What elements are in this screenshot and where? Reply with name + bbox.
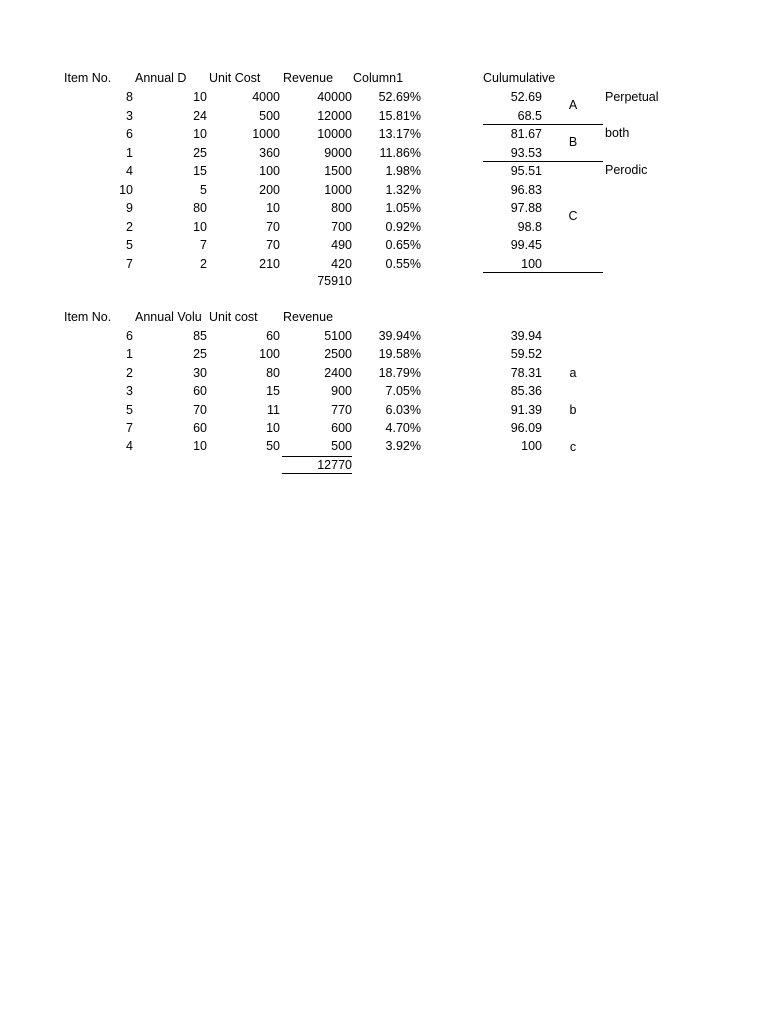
t1-revenue-total: 75910 [317, 274, 352, 288]
t1-cell-revenue: 490 [331, 238, 352, 252]
t1-class-divider-b-c [483, 161, 603, 162]
t1-cell-cum: 98.8 [517, 219, 542, 234]
t1-cell-cum: 100 [521, 256, 542, 271]
t1-cell-revenue: 420 [331, 256, 352, 271]
t2-cell-revenue: 600 [331, 421, 352, 435]
t1-cell-cum: 95.51 [510, 164, 542, 178]
t2-cell-unit_cost: 15 [266, 384, 280, 399]
t1-header-item: Item No. [64, 71, 112, 85]
t2-cell-pct: 6.03% [385, 402, 421, 417]
t1-cell-cum: 81.67 [510, 127, 542, 141]
t1-cell-unit_cost: 500 [259, 108, 280, 123]
t1-cell-item: 10 [119, 182, 133, 197]
t1-cell-item: 4 [126, 164, 133, 178]
t1-cell-item: 6 [126, 127, 133, 141]
t2-header-revenue: Revenue [283, 310, 334, 324]
t1-cell-revenue: 1000 [324, 182, 352, 197]
t1-header-revenue: Revenue [283, 71, 334, 85]
t1-cell-item: 3 [126, 108, 133, 123]
t2-cell-item: 4 [126, 439, 133, 454]
t2-cell-item: 3 [126, 384, 133, 399]
t1-cell-pct: 0.92% [385, 219, 421, 234]
t2-cell-unit_cost: 10 [266, 421, 280, 435]
t2-cell-pct: 7.05% [385, 384, 421, 399]
t1-cell-unit_cost: 70 [266, 219, 280, 234]
t1-cell-pct: 13.17% [378, 127, 421, 141]
t1-class-c: C [568, 209, 578, 223]
t1-policy-perpetual: Perpetual [605, 90, 659, 104]
t2-cell-revenue: 770 [331, 402, 352, 417]
t2-total-top-line [282, 456, 352, 457]
t1-cell-cum: 52.69 [510, 90, 542, 104]
t2-cell-item: 5 [126, 402, 133, 417]
t2-cell-revenue: 500 [331, 439, 352, 454]
t1-cell-unit_cost: 100 [259, 164, 280, 178]
t2-cell-cum: 39.94 [510, 329, 542, 343]
t1-cell-unit_cost: 70 [266, 238, 280, 252]
t1-cell-unit_cost: 360 [259, 145, 280, 160]
t2-cell-item: 7 [126, 421, 133, 435]
t2-header-item: Item No. [64, 310, 112, 324]
t2-cell-volume: 10 [193, 439, 207, 454]
t1-cell-cum: 96.83 [510, 182, 542, 197]
t2-cell-volume: 60 [193, 421, 207, 435]
t2-class-b: b [569, 403, 577, 417]
t2-cell-volume: 70 [193, 402, 207, 417]
t1-cell-item: 9 [126, 201, 133, 215]
t1-cell-revenue: 800 [331, 201, 352, 215]
t1-cell-pct: 0.55% [385, 256, 421, 271]
t2-cell-pct: 4.70% [385, 421, 421, 435]
t2-total-bottom-line [282, 473, 352, 474]
t1-policy-both: both [605, 126, 630, 140]
t2-cell-cum: 85.36 [510, 384, 542, 399]
t1-cell-revenue: 12000 [317, 108, 352, 123]
t2-header-unit-cost: Unit cost [209, 310, 258, 324]
t1-cell-pct: 1.98% [385, 164, 421, 178]
t1-cell-demand: 15 [193, 164, 207, 178]
t2-cell-revenue: 2400 [324, 365, 352, 380]
t1-header-percent: Column1 [353, 71, 404, 85]
t2-cell-item: 2 [126, 365, 133, 380]
t1-class-a: A [568, 98, 578, 112]
t1-cell-unit_cost: 10 [266, 201, 280, 215]
t2-cell-cum: 59.52 [510, 347, 542, 362]
t2-cell-cum: 91.39 [510, 402, 542, 417]
t1-cell-demand: 10 [193, 219, 207, 234]
t2-cell-pct: 19.58% [378, 347, 421, 362]
t2-cell-unit_cost: 80 [266, 365, 280, 380]
t2-cell-unit_cost: 11 [267, 402, 280, 417]
t1-cell-item: 8 [126, 90, 133, 104]
t2-cell-volume: 25 [193, 347, 207, 362]
t1-cell-pct: 52.69% [378, 90, 421, 104]
t2-class-c: c [569, 440, 577, 454]
t1-cell-item: 5 [126, 238, 133, 252]
t2-revenue-total: 12770 [317, 458, 352, 472]
t2-cell-cum: 96.09 [510, 421, 542, 435]
t2-cell-unit_cost: 50 [266, 439, 280, 454]
t1-cell-item: 7 [126, 256, 133, 271]
t1-policy-periodic: Perodic [605, 163, 648, 177]
t1-cell-unit_cost: 1000 [252, 127, 280, 141]
t1-cell-pct: 15.81% [378, 108, 421, 123]
t1-cell-cum: 99.45 [510, 238, 542, 252]
t1-cell-item: 1 [126, 145, 133, 160]
t1-cell-revenue: 40000 [317, 90, 352, 104]
t1-class-b: B [568, 135, 578, 149]
t1-cell-demand: 5 [200, 182, 207, 197]
t2-cell-volume: 60 [193, 384, 207, 399]
t1-cell-demand: 25 [193, 145, 207, 160]
t1-cell-demand: 24 [193, 108, 207, 123]
t1-cell-revenue: 1500 [324, 164, 352, 178]
t1-cell-unit_cost: 210 [259, 256, 280, 271]
t2-cell-revenue: 2500 [324, 347, 352, 362]
t2-cell-revenue: 5100 [324, 329, 352, 343]
t2-cell-unit_cost: 60 [266, 329, 280, 343]
t2-cell-revenue: 900 [331, 384, 352, 399]
t2-cell-volume: 30 [193, 365, 207, 380]
t2-cell-pct: 39.94% [378, 329, 421, 343]
t1-cell-revenue: 9000 [324, 145, 352, 160]
t1-cell-pct: 1.05% [385, 201, 421, 215]
t1-cell-demand: 2 [200, 256, 207, 271]
t1-cell-pct: 0.65% [385, 238, 421, 252]
t1-cell-demand: 80 [193, 201, 207, 215]
t1-cell-pct: 1.32% [385, 182, 421, 197]
t2-cell-unit_cost: 100 [259, 347, 280, 362]
t2-header-annual-volume: Annual Volu [135, 310, 202, 324]
t2-cell-cum: 100 [521, 439, 542, 454]
t1-cell-demand: 10 [193, 127, 207, 141]
t2-cell-item: 6 [126, 329, 133, 343]
t1-header-cumulative: Culumulative [483, 71, 556, 85]
t1-cell-cum: 68.5 [517, 108, 542, 123]
t1-cell-revenue: 700 [331, 219, 352, 234]
t1-header-unit-cost: Unit Cost [209, 71, 261, 85]
t1-cell-pct: 11.86% [379, 145, 421, 160]
t1-class-divider-a-b [483, 124, 603, 125]
t2-cell-cum: 78.31 [510, 365, 542, 380]
t2-class-a: a [569, 366, 577, 380]
t1-cell-demand: 10 [193, 90, 207, 104]
t1-class-divider-end [483, 272, 603, 273]
t1-header-annual-demand: Annual D [135, 71, 187, 85]
t1-cell-unit_cost: 4000 [252, 90, 280, 104]
t1-cell-unit_cost: 200 [259, 182, 280, 197]
t2-cell-item: 1 [126, 347, 133, 362]
t1-cell-demand: 7 [200, 238, 207, 252]
t1-cell-revenue: 10000 [317, 127, 352, 141]
t1-cell-item: 2 [126, 219, 133, 234]
t2-cell-pct: 3.92% [385, 439, 421, 454]
t2-cell-volume: 85 [193, 329, 207, 343]
t1-cell-cum: 93.53 [510, 145, 542, 160]
t1-cell-cum: 97.88 [510, 201, 542, 215]
t2-cell-pct: 18.79% [378, 365, 421, 380]
